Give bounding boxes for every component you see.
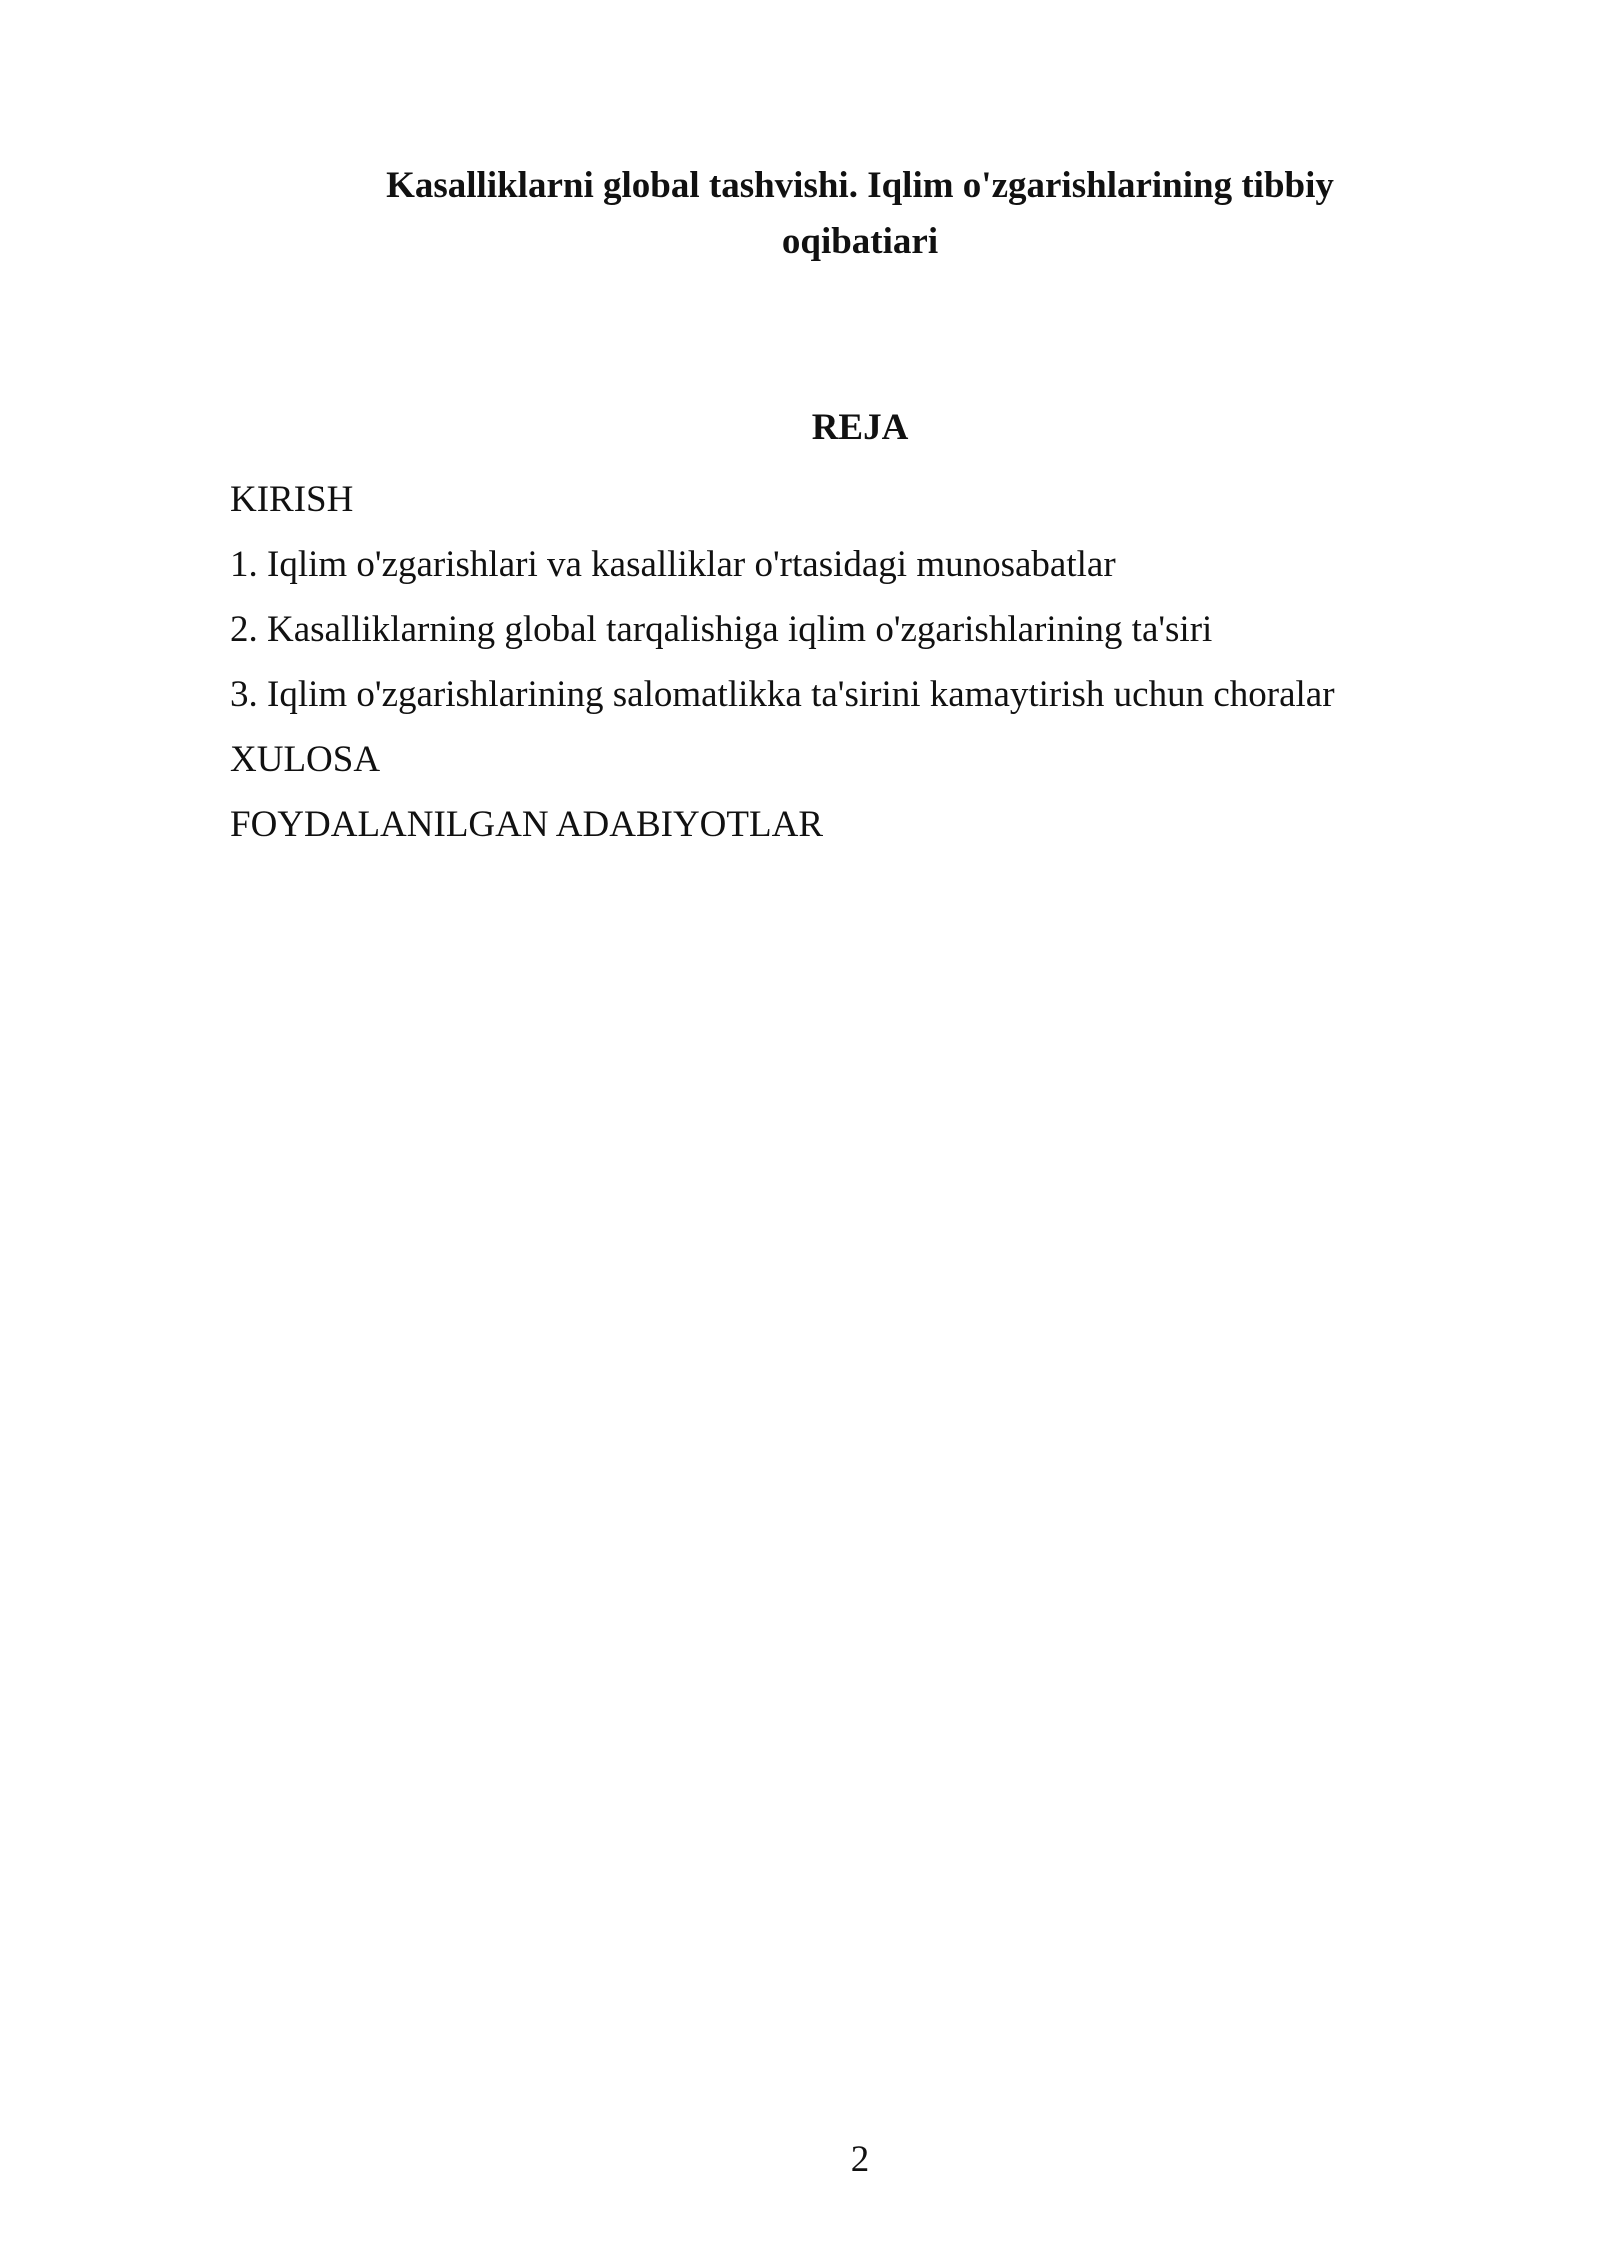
plan-item-references: FOYDALANILGAN ADABIYOTLAR xyxy=(230,804,823,845)
plan-item-3: 3. Iqlim o'zgarishlarining salomatlikka ta'sirini kamaytirish uchun choralar xyxy=(230,674,1335,715)
plan-item-conclusion: XULOSA xyxy=(230,739,381,780)
page-number: 2 xyxy=(850,2139,870,2180)
plan-item-2: 2. Kasalliklarning global tarqalishiga iqlim o'zgarishlarining ta'siri xyxy=(230,609,1213,650)
document-title-line-2: oqibatiari xyxy=(781,221,939,262)
plan-list xyxy=(230,476,1335,866)
document-title xyxy=(330,158,1390,270)
plan-item-1: 1. Iqlim o'zgarishlari va kasalliklar o'rtasidagi munosabatlar xyxy=(230,544,1116,585)
document-title-line-1: Kasalliklarni global tashvishi. Iqlim o'zgarishlarining tibbiy xyxy=(386,165,1334,206)
plan-item-introduction: KIRISH xyxy=(230,479,354,520)
plan-heading: REJA xyxy=(811,407,909,448)
